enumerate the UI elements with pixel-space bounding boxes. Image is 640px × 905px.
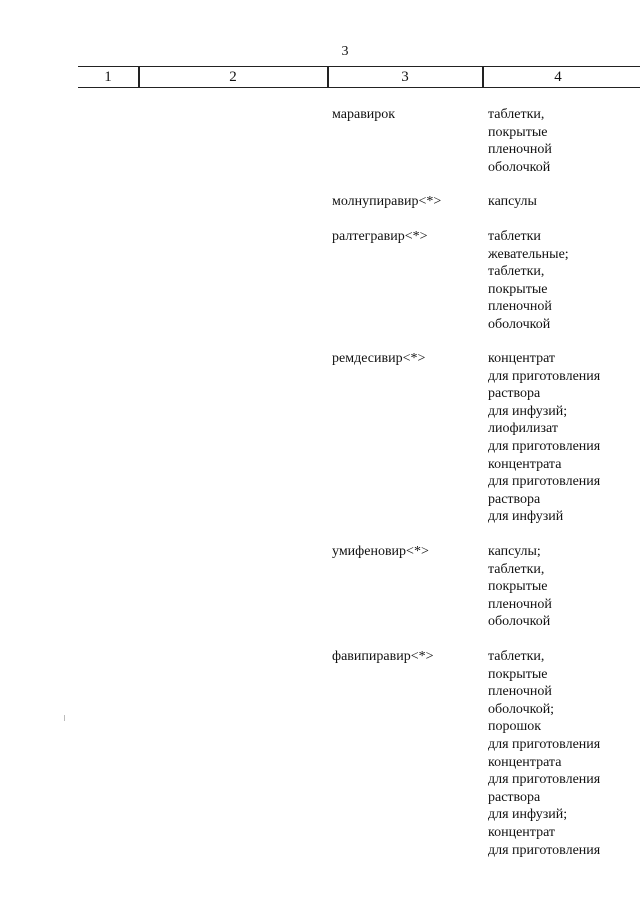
drug-name: умифеновир<*> — [332, 544, 429, 559]
dosage-form-line: концентрата — [488, 456, 562, 472]
drug-name: фавипиравир<*> — [332, 649, 434, 664]
dosage-form-line: раствора — [488, 491, 541, 507]
dosage-form-line: капсулы; — [488, 544, 541, 559]
dosage-form-line: для приготовления — [488, 842, 601, 858]
dosage-form-line: пленочной — [488, 142, 552, 158]
drug-name: ралтегравир<*> — [332, 229, 428, 244]
dosage-form-line: для приготовления — [488, 737, 601, 752]
dosage-form-line: оболочкой — [488, 159, 551, 175]
dosage-form-line: для инфузий — [488, 509, 564, 525]
page-number: 3 — [341, 44, 349, 59]
dosage-form-line: лиофилизат — [488, 421, 559, 437]
dosage-form-line: раствора — [488, 386, 541, 402]
dosage-form-line: концентрата — [488, 754, 562, 770]
table-header — [78, 66, 640, 88]
column-header-3: 3 — [401, 69, 409, 85]
dosage-form-line: покрытые — [488, 281, 548, 297]
dosage-form-line: покрытые — [488, 666, 548, 682]
dosage-form-line: порошок — [488, 719, 542, 735]
dosage-form-line: пленочной — [488, 596, 552, 612]
dosage-form-line: для приготовления — [488, 439, 601, 454]
dosage-form-line: капсулы — [488, 194, 537, 209]
dosage-form-line: пленочной — [488, 299, 552, 315]
drug-name: молнупиравир<*> — [332, 194, 442, 209]
dosage-form-line: оболочкой; — [488, 701, 555, 717]
dosage-form-line: для приготовления — [488, 474, 601, 490]
dosage-form-line: покрытые — [488, 124, 548, 140]
dosage-form-line: таблетки — [488, 229, 541, 244]
dosage-form-line: для приготовления — [488, 368, 601, 384]
dosage-form-line: оболочкой — [488, 317, 551, 332]
dosage-form-line: оболочкой — [488, 614, 551, 630]
column-header-1: 1 — [104, 69, 112, 85]
column-header-2: 2 — [229, 69, 237, 85]
dosage-form-line: жевательные; — [488, 246, 569, 262]
drug-name: ремдесивир<*> — [332, 351, 426, 366]
dosage-form-line: таблетки, — [488, 107, 545, 122]
dosage-form-line: концентрат — [488, 825, 556, 840]
dosage-form-line: таблетки, — [488, 649, 545, 664]
dosage-form-line: раствора — [488, 789, 541, 805]
dosage-form-line: таблетки, — [488, 264, 545, 280]
dosage-form-line: таблетки, — [488, 561, 545, 577]
column-header-4: 4 — [554, 69, 562, 85]
drug-name: маравирок — [332, 107, 396, 122]
dosage-form-line: пленочной — [488, 684, 552, 700]
scan-mark — [64, 715, 65, 721]
dosage-form-line: концентрат — [488, 351, 556, 366]
dosage-form-line: для инфузий; — [488, 403, 568, 419]
dosage-form-line: для приготовления — [488, 772, 601, 788]
dosage-form-line: покрытые — [488, 579, 548, 595]
dosage-form-line: для инфузий; — [488, 807, 568, 823]
